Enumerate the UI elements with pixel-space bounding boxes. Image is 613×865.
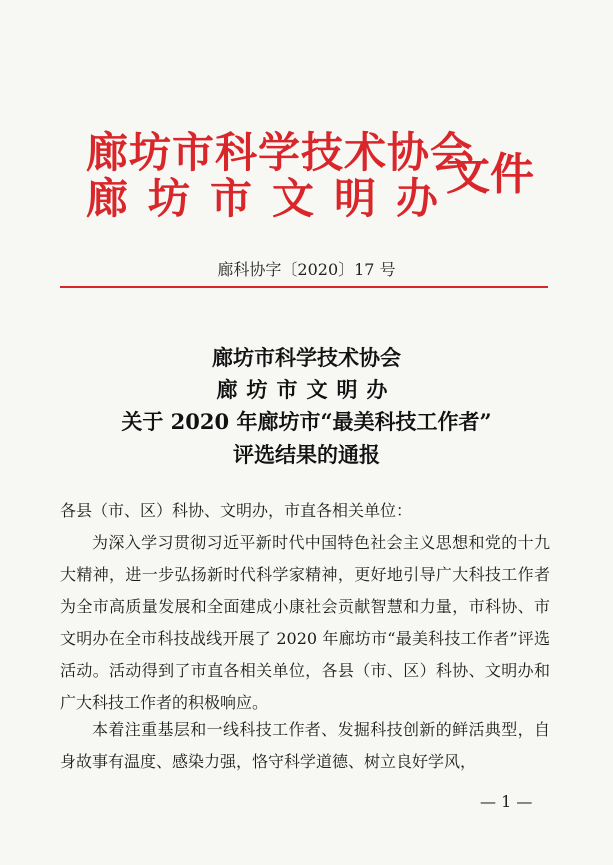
document-number: 廊科协字〔2020〕17 号 xyxy=(217,260,396,279)
header-doc-type: 文件 xyxy=(446,149,534,200)
header-org-line1: 廊坊市科学技术协会 xyxy=(86,128,474,177)
title-line-1: 廊坊市科学技术协会 xyxy=(212,345,401,370)
title-line-2: 廊坊市文明办 xyxy=(216,377,397,402)
red-divider xyxy=(60,286,548,288)
salutation: 各县（市、区）科协、文明办，市直各相关单位： xyxy=(60,501,413,520)
body-paragraph-1: 为深入学习贯彻习近平新时代中国特色社会主义思想和党的十九大精神，进一步弘扬新时代科学家精神，更好地引导广大科技工作者为全市高质量发展和全面建成小康社会贡献智慧和力量，市科协、市文明办在全市科技战线开展了 2020 年廊坊市“最美科技工作者”评选活动。活动得到了市直各相关单位，各县（市、区）科协、文明办和广大科技工作者的积极响应。 xyxy=(60,533,550,712)
title-line-4: 评选结果的通报 xyxy=(233,442,380,467)
page-number: — 1 — xyxy=(480,792,533,811)
header-org-line2: 廊坊市文明办 xyxy=(86,174,459,223)
title-line-3: 关于 2020 年廊坊市“最美科技工作者” xyxy=(121,409,492,434)
body-paragraph-2: 本着注重基层和一线科技工作者、发掘科技创新的鲜活典型，自身故事有温度、感染力强，恪守科学道德、树立良好学风， xyxy=(60,720,550,771)
